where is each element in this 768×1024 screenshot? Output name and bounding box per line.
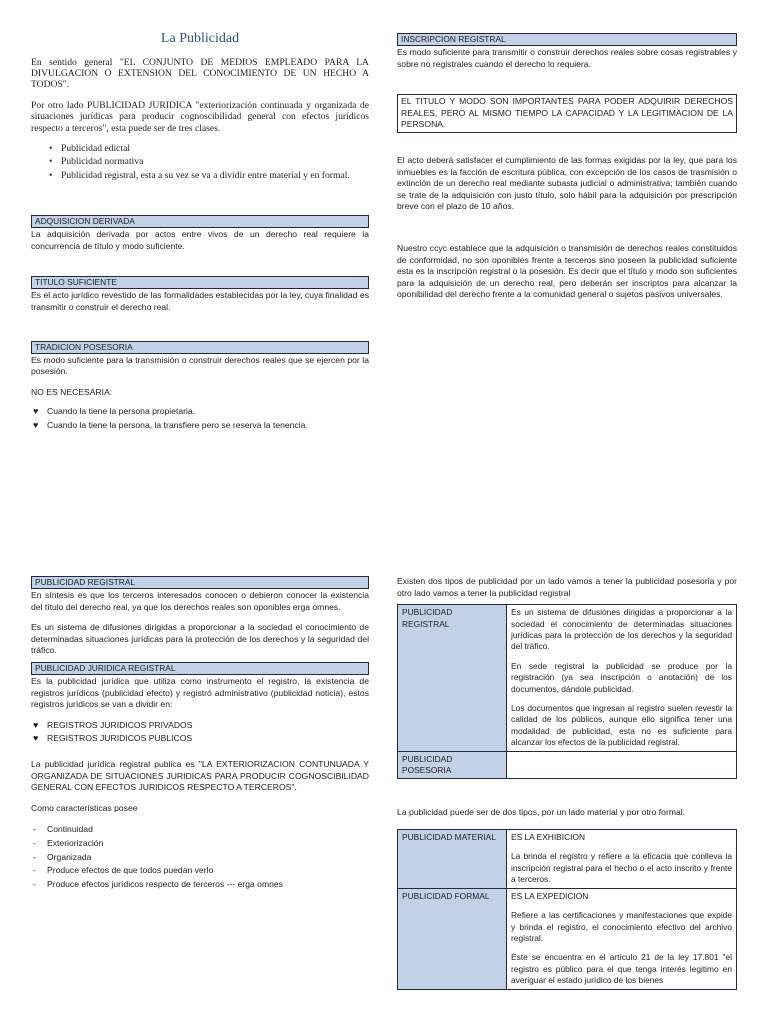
registros-list	[31, 720, 369, 745]
material-formal-table	[397, 829, 737, 989]
ccyc-paragraph: Nuestro ccyc establece que la adquisición o transmisión de derechos reales constituidos de conformidad, no son oponibles frente a terceros sino poseen la publicidad suficiente esta es la inscripción registral o la posesión. Es decir que el título y modo son suficientes para la adquisición de un derecho real, pero deberán ser inscriptos para alcanzar la oponibilidad del derecho frente a la comunidad general o sujetos pasivos universales.	[397, 242, 737, 300]
section-header-inscripcion: INSCRIPCION REGISTRAL	[397, 33, 737, 46]
publicidad-tipos-table	[397, 604, 737, 779]
left-top-column	[31, 33, 369, 440]
table-row	[398, 605, 737, 751]
table-cell-empty	[507, 751, 737, 779]
table-label: PUBLICIDAD FORMAL	[398, 888, 507, 989]
pjr-p1: Es la publicidad jurídica que utiliza como instrumento el registro, la existencia de registros jurídicos (publicidad efecto) y registró administrativo (publicidad noticia), estos registros jurídicos se van a dividir en:	[31, 675, 369, 710]
list-item: - Produce efectos de que todos puedan verlo	[31, 865, 369, 877]
tradicion-list	[31, 406, 369, 431]
table-row	[398, 751, 737, 779]
table-row	[398, 830, 737, 889]
material-formal-intro: La publicidad puede ser de dos tipos, por un lado material y por otro formal.	[397, 807, 686, 818]
list-item: ♥ REGISTROS JURIDICOS PUBLICOS	[31, 733, 369, 745]
table-cell	[507, 605, 737, 751]
page-title: La Publicidad	[160, 31, 240, 46]
list-item: ♥ Cuando la tiene la persona propietaria.	[31, 406, 369, 418]
cell-paragraph: La brinda el registro y refiere a la eficacia que conlleva la inscripción registral para el hecho o el acto inscrito y frente a terceros.	[511, 851, 732, 885]
cell-paragraph: ES LA EXPEDICION	[511, 890, 589, 901]
right-top-column	[397, 33, 737, 310]
list-item: ♥ Cuando la tiene la persona, la transfiere pero se reserva la tenencia.	[31, 420, 369, 432]
table-label: PUBLICIDAD REGISTRAL	[398, 605, 507, 751]
table-cell	[507, 888, 737, 989]
cell-paragraph: Refiere a las certificaciones y manifestaciones que expide y brinda el registro, el conocimiento efectivo del archivo registral.	[511, 910, 732, 943]
caracteristicas-list	[31, 824, 369, 890]
list-item: ♥ REGISTROS JURIDICOS PRIVADOS	[31, 720, 369, 732]
table-label: PUBLICIDAD MATERIAL	[398, 830, 507, 889]
section-header-tradicion: TRADICION POSESORIA	[31, 341, 369, 354]
cell-paragraph: En sede registral la publicidad se produce por la registración (ya sea inscripción o anotación) de los documentos, dándole publicidad.	[511, 660, 732, 694]
list-item: - Organizada	[31, 852, 369, 864]
titulo-modo-box: EL TITULO Y MODO SON IMPORTANTES PARA PODER ADQUIRIR DERECHOS REALES, PERO AL MISMO TIEMPO LA CAPACIDAD Y LA LEGITIMACION DE LA PERSONA.	[397, 94, 737, 133]
list-item: - Continuidad	[31, 824, 369, 836]
publicidad-registral-p2: Es un sistema de difusiones dirigidas a proporcionar a la sociedad el conocimiento de determinadas situaciones jurídicas para la protección de los derechos y la seguridad del tráfico.	[31, 622, 369, 656]
list-item: - Produce efectos jurídicos respecto de terceros --- erga omnes	[31, 879, 369, 891]
list-item: • Publicidad edictal	[45, 143, 369, 154]
table-row	[398, 888, 737, 989]
intro-paragraph: En sentido general "EL CONJUNTO DE MEDIOS EMPLEADO PARA LA DIVULGACION O EXTENSION DEL CONOCIMIENTO DE UN HECHO A TODOS".	[31, 56, 369, 91]
publicidad-juridica-paragraph: Por otro lado PUBLICIDAD JURIDICA "exteriorización continuada y organizada de situaciones jurídicas para producir cognoscibilidad general con efectos jurídicos respecto a terceros", esta puede ser de tres clases.	[31, 99, 369, 134]
pjr-p2: La publicidad jurídica registral publica es "LA EXTERIORIZACION CONTUNUADA Y ORGANIZADA DE SITUACIONES JURIDICAS PARA PRODUCIR COGNOSCIBILIDAD GENERAL CON EFECTOS JURIDICOS RESPECTO A TERCEROS".	[31, 758, 369, 793]
clases-list	[45, 143, 369, 181]
right-bottom-column	[397, 576, 737, 1024]
no-es-necesaria: NO ES NECESARIA:	[31, 386, 113, 397]
list-item: • Publicidad normativa	[45, 156, 369, 167]
table-cell	[507, 830, 737, 889]
cell-paragraph: Es un sistema de difusiones dirigidas a proporcionar a la sociedad el conocimiento de determinadas situaciones jurídicas para la protección de los derechos y la seguridad del tráfico.	[511, 607, 732, 652]
section-header-titulo: TITULO SUFICIENTE	[31, 276, 369, 289]
cell-paragraph: Los documentos que ingresan al registro suelen revestir la calidad de los públicos, aunque ello significa tener una modalidad de publicidad, esta no es suficiente para alcanzar los efectos de la publicidad registral.	[511, 703, 732, 748]
table-label: PUBLICIDAD POSESORIA	[398, 751, 507, 779]
list-item: • Publicidad registral, esta a su vez se va a dividir entre material y en formal.	[45, 170, 369, 181]
section-header-publicidad-juridica-registral: PUBLICIDAD JURIDICA REGISTRAL	[31, 662, 369, 675]
titulo-text: Es el acto jurídico revestido de las formalidades establecidas por la ley, cuya finalidad es transmitir o construir el derecho real.	[31, 290, 369, 313]
adquisicion-text: La adquisición derivada por actos entre vivos de un derecho real requiere la concurrencia de título y modo suficiente.	[31, 229, 369, 251]
section-header-publicidad-registral: PUBLICIDAD REGISTRAL	[31, 576, 369, 589]
caracteristicas-intro: Como características posee	[31, 802, 138, 813]
acto-paragraph: El acto deberá satisfacer el cumplimiento de las formas exigidas por la ley, que para los inmuebles es la facción de escritura pública, con excepción de los casos de trasmisión o extinción de un derecho real mediante subasta judicial o administrativa; también cuando se trate de la adquisición con justo título, solo hábil para la adquisición por prescripción breve con el plazo de 10 años.	[397, 154, 737, 212]
tradicion-text: Es modo suficiente para la transmisión o construir derechos reales que se ejercen por la posesión.	[31, 354, 369, 377]
left-bottom-column	[31, 576, 369, 898]
cell-paragraph: ES LA EXHIBICION	[511, 832, 586, 843]
inscripcion-text: Es modo suficiente para transmitir o construir derechos reales sobre cosas registrables y sobre no registrales cuando el derecho lo requiera.	[397, 47, 737, 69]
publicidad-registral-p1: En síntesis es que los terceros interesados conocen o debieron conocer la existencia del título del derecho real, ya que los derechos reales son oponibles erga omnes.	[31, 590, 369, 612]
tipos-intro: Existen dos tipos de publicidad por un lado vamos a tener la publicidad posesoria y por otro lado vamos a tener la publicidad registral	[397, 576, 737, 598]
list-item: - Exteriorización	[31, 838, 369, 850]
section-header-adquisicion: ADQUISICION DERIVADA	[31, 215, 369, 228]
cell-paragraph: Este se encuentra en el artículo 21 de la ley 17.801 "el registro es público para el que tenga interés legitimo en averiguar el estado jurídico de los bienes	[511, 952, 732, 986]
